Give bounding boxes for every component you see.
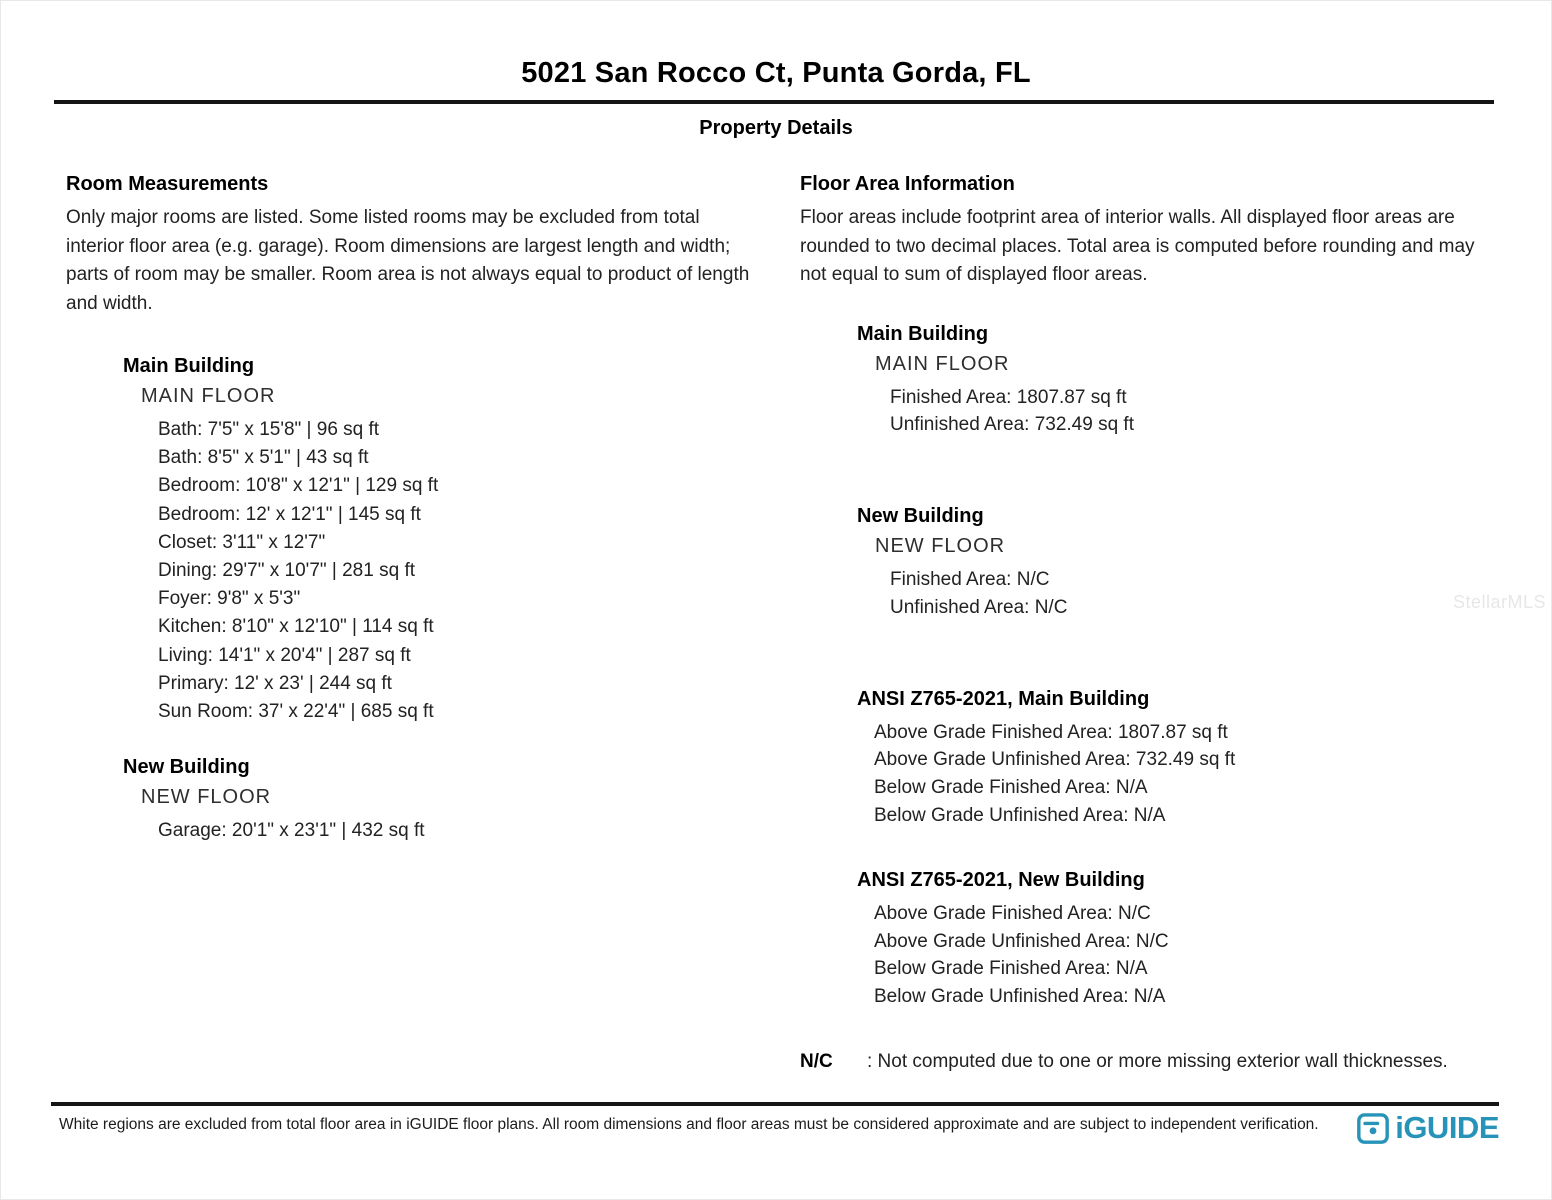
floor-area-heading: Floor Area Information xyxy=(800,173,1015,195)
room-item: Garage: 20'1" x 23'1" | 432 sq ft xyxy=(158,820,425,842)
room-measurements-heading: Room Measurements xyxy=(66,173,269,195)
area-line: Finished Area: N/C xyxy=(890,569,1050,591)
area-line: Below Grade Unfinished Area: N/A xyxy=(874,986,1166,1008)
page-title: 5021 San Rocco Ct, Punta Gorda, FL xyxy=(521,57,1031,89)
room-item: Bedroom: 12' x 12'1" | 145 sq ft xyxy=(158,503,421,525)
ansi-group-main-building xyxy=(857,688,1504,830)
area-line: Unfinished Area: 732.49 sq ft xyxy=(890,414,1134,436)
room-item: Kitchen: 8'10" x 12'10" | 114 sq ft xyxy=(158,616,434,638)
area-line-list xyxy=(890,384,1504,440)
area-line: Above Grade Finished Area: N/C xyxy=(874,902,1151,924)
ansi-section-name: ANSI Z765-2021, New Building xyxy=(857,868,1145,891)
floor-name: NEW FLOOR xyxy=(141,786,272,809)
area-line: Below Grade Finished Area: N/A xyxy=(874,958,1148,980)
building-group-new xyxy=(123,756,800,845)
area-group-main-building xyxy=(857,323,1504,440)
building-name: New Building xyxy=(857,505,984,528)
area-line: Above Grade Unfinished Area: 732.49 sq ft xyxy=(874,749,1236,771)
room-measurements-description: Only major rooms are listed. Some listed rooms may be excluded from total interior floor area (e.g. garage). Room dimensions are largest length and width; parts of room may be smaller. Room area is not always equal to product of length and width. xyxy=(66,207,750,314)
iguide-camera-icon xyxy=(1356,1111,1390,1145)
room-item: Closet: 3'11" x 12'7" xyxy=(158,531,326,553)
floor-name: MAIN FLOOR xyxy=(875,352,1010,375)
content-columns xyxy=(1,173,1551,1073)
room-item: Sun Room: 37' x 22'4" | 685 sq ft xyxy=(158,701,434,723)
room-item: Living: 14'1" x 20'4" | 287 sq ft xyxy=(158,644,411,666)
ansi-group-new-building xyxy=(857,869,1504,1011)
area-line-list xyxy=(890,566,1504,622)
floor-area-description: Floor areas include footprint area of interior walls. All displayed floor areas are rounded to two decimal places. Total area is computed before rounding and may not equal to sum of displayed floor areas. xyxy=(800,207,1475,285)
room-measurements-section xyxy=(66,173,800,845)
area-line: Unfinished Area: N/C xyxy=(890,596,1068,618)
iguide-logo xyxy=(1356,1110,1499,1146)
building-name: New Building xyxy=(123,756,250,779)
room-item: Dining: 29'7" x 10'7" | 281 sq ft xyxy=(158,560,416,582)
room-item: Bath: 7'5" x 15'8" | 96 sq ft xyxy=(158,419,380,440)
footer-disclaimer: White regions are excluded from total floor area in iGUIDE floor plans. All room dimensions and floor areas must be considered approximate and are subject to independent verification. xyxy=(59,1116,1319,1133)
building-name: Main Building xyxy=(857,322,989,345)
iguide-logo-text: iGUIDE xyxy=(1395,1110,1499,1145)
area-line: Above Grade Unfinished Area: N/C xyxy=(874,930,1169,952)
building-name: Main Building xyxy=(123,355,255,377)
area-line: Finished Area: 1807.87 sq ft xyxy=(890,386,1127,408)
area-line-list xyxy=(874,719,1504,830)
room-item: Bath: 8'5" x 5'1" | 43 sq ft xyxy=(158,447,369,469)
nc-term: N/C xyxy=(800,1051,833,1073)
area-line: Below Grade Unfinished Area: N/A xyxy=(874,805,1166,827)
area-line: Above Grade Finished Area: 1807.87 sq ft xyxy=(874,721,1228,743)
floor-name: NEW FLOOR xyxy=(875,535,1006,558)
room-item: Primary: 12' x 23' | 244 sq ft xyxy=(158,672,392,694)
area-line: Below Grade Finished Area: N/A xyxy=(874,777,1148,799)
floor-name: MAIN FLOOR xyxy=(141,385,276,407)
stellar-mls-watermark: StellarMLS xyxy=(1453,592,1547,612)
title-rule xyxy=(54,100,1494,104)
area-group-new-building xyxy=(857,505,1504,622)
building-group-main xyxy=(123,355,800,726)
room-item: Foyer: 9'8" x 5'3" xyxy=(158,588,301,610)
page-subtitle: Property Details xyxy=(699,117,853,139)
nc-definition: : Not computed due to one or more missing exterior wall thicknesses. xyxy=(867,1051,1448,1073)
area-line-list xyxy=(874,900,1504,1011)
nc-note xyxy=(800,1051,1504,1073)
room-list xyxy=(158,817,800,845)
page-footer xyxy=(51,1102,1499,1146)
floor-area-section xyxy=(800,173,1552,1073)
ansi-section-name: ANSI Z765-2021, Main Building xyxy=(857,687,1150,710)
room-list xyxy=(158,416,800,726)
room-item: Bedroom: 10'8" x 12'1" | 129 sq ft xyxy=(158,475,439,497)
